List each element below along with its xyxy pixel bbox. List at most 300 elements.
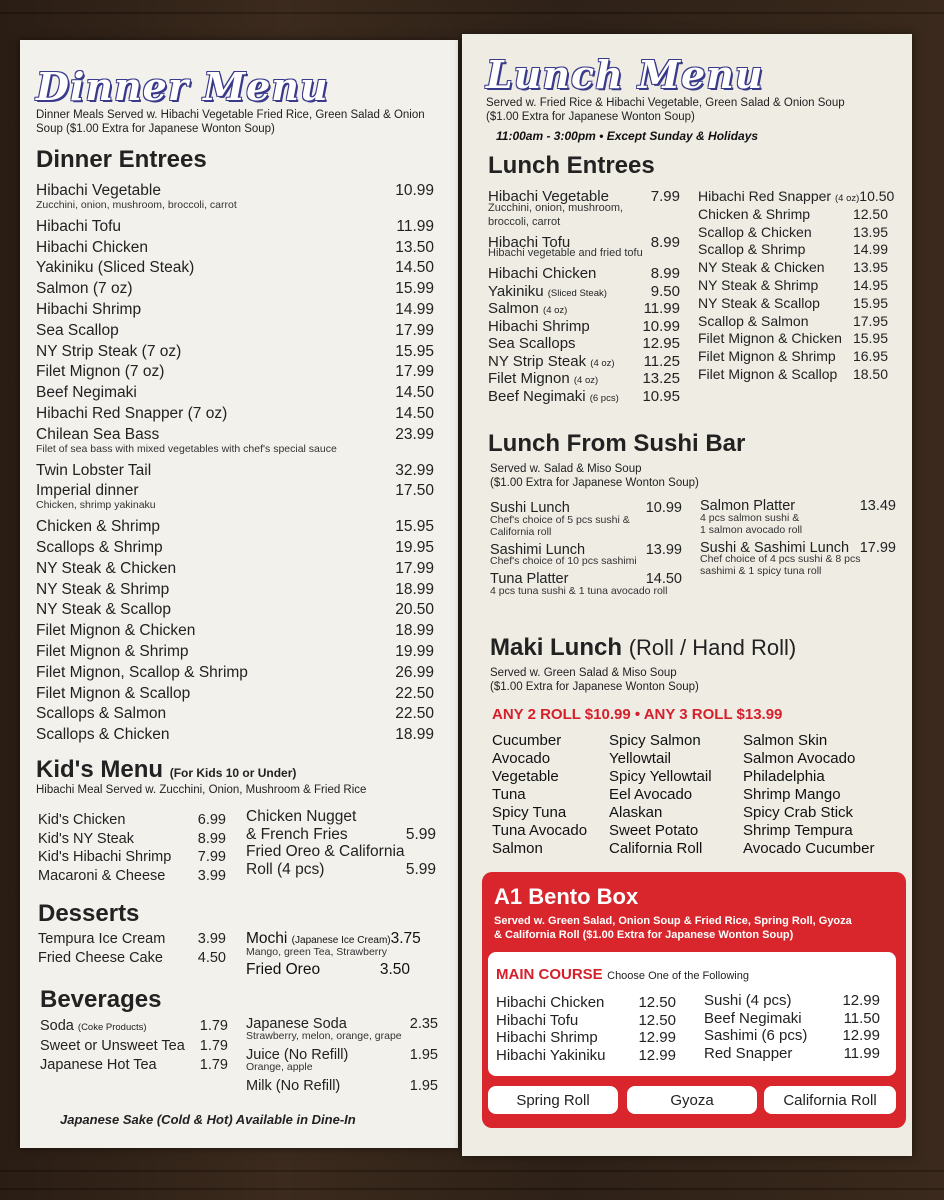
bento-item-row [496, 1029, 676, 1046]
bento-item-price: 12.99 [638, 1046, 676, 1064]
maki-roll-item: Philadelphia [743, 768, 825, 785]
lunch-entree-row [488, 388, 680, 405]
lunch-entree-label: Hibachi Chicken [488, 265, 597, 282]
bento-item-row [704, 992, 880, 1009]
dinner-entree-label: Filet Mignon & Shrimp [36, 643, 189, 660]
lunch-entree-name [488, 318, 590, 335]
kids-item-row [246, 808, 436, 826]
mochi-price: 3.75 [390, 930, 421, 947]
kids-item-label: Kid's NY Steak [38, 830, 134, 847]
bento-item-row [496, 1012, 676, 1029]
bento-item-name [496, 1012, 578, 1029]
dessert-item-row [38, 950, 226, 966]
sushi-item-desc: Chef choice of 4 pcs sushi & 8 pcs [700, 553, 861, 565]
dinner-entree-price: 14.50 [395, 384, 434, 402]
bento-note-2: & California Roll ($1.00 Extra for Japanese Wonton Soup) [494, 929, 794, 941]
dinner-entree-label: Beef Negimaki [36, 384, 137, 402]
dinner-entrees-heading: Dinner Entrees [36, 146, 207, 173]
dinner-entree-label: NY Strip Steak (7 oz) [36, 342, 182, 360]
dinner-entree-name [36, 539, 163, 557]
beverage-item-name [246, 1078, 340, 1094]
dinner-entree-row [36, 384, 434, 402]
lunch-entree-label: Salmon [488, 300, 539, 317]
lunch-entree-desc: Hibachi vegetable and fried tofu [488, 247, 643, 259]
sushi-note-1: Served w. Salad & Miso Soup [490, 463, 642, 475]
lunch-entree-label: Scallop & Salmon [698, 312, 809, 329]
maki-roll-item: Sweet Potato [609, 822, 699, 839]
beverage-item-name [40, 1038, 185, 1054]
lunch-entree-row [698, 348, 888, 364]
beverage-item-label: Japanese Soda [246, 1016, 347, 1032]
sake-note: Japanese Sake (Cold & Hot) Available in Dine-In [60, 1112, 356, 1127]
beverage-item-price: 1.95 [409, 1047, 438, 1063]
lunch-entree-price: 10.50 [859, 188, 895, 204]
lunch-entree-name [488, 300, 567, 317]
dinner-entree-label: Filet Mignon (7 oz) [36, 363, 165, 381]
dinner-entree-price: 18.99 [395, 622, 434, 640]
dinner-entree-price: 18.99 [395, 580, 434, 598]
dinner-entree-name [36, 363, 164, 381]
lunch-entree-price: 14.95 [852, 277, 888, 293]
sushi-item-desc: 1 salmon avocado roll [700, 523, 803, 536]
main-course-label: MAIN COURSE [496, 966, 603, 983]
bento-item-price: 12.99 [842, 1027, 880, 1044]
bento-item-name [704, 992, 792, 1009]
dinner-entree-desc: Filet of sea bass with mixed vegetables with chef's special sauce [36, 442, 337, 455]
dinner-entree-price: 18.99 [395, 726, 434, 744]
lunch-entree-label: Filet Mignon & Scallop [698, 366, 838, 382]
dinner-entree-name [36, 622, 195, 640]
sushi-item-label: Salmon Platter [700, 498, 796, 514]
lunch-entree-price: 12.95 [642, 335, 680, 352]
dinner-entree-row [36, 322, 434, 340]
kids-item-name [38, 831, 134, 847]
lunch-entree-sub: (4 oz) [543, 305, 568, 316]
bento-item-label: Beef Negimaki [704, 1009, 802, 1027]
bento-item-name [496, 994, 604, 1011]
beverages-heading: Beverages [40, 986, 162, 1013]
lunch-entree-name [698, 295, 820, 311]
lunch-entree-name [698, 188, 859, 204]
mochi-desc: Mango, green Tea, Strawberry [246, 946, 388, 958]
dinner-entree-name [36, 239, 148, 257]
beverage-item-name [40, 1057, 157, 1073]
lunch-entree-desc: broccoli, carrot [488, 215, 561, 228]
dinner-entree-label: Hibachi Shrimp [36, 301, 142, 318]
maki-note-1: Served w. Green Salad & Miso Soup [490, 667, 677, 679]
beverage-item-desc: Orange, apple [246, 1061, 313, 1073]
dinner-entree-price: 14.99 [395, 301, 434, 318]
bento-item-label: Hibachi Tofu [496, 1011, 579, 1029]
lunch-entree-label: NY Steak & Chicken [698, 259, 825, 276]
dinner-menu-page [20, 40, 458, 1148]
fried-oreo-row [246, 961, 410, 979]
lunch-entree-row [698, 295, 888, 311]
bento-item-label: Red Snapper [704, 1044, 793, 1062]
lunch-entree-row [698, 241, 888, 257]
lunch-entree-row [488, 265, 680, 282]
dinner-entree-label: Twin Lobster Tail [36, 461, 152, 479]
kids-item-price: 3.99 [197, 867, 226, 884]
lunch-entree-name [698, 224, 812, 240]
bento-box-panel [482, 872, 906, 1128]
lunch-entree-label: Hibachi Tofu [488, 233, 571, 251]
lunch-entree-name [488, 388, 619, 405]
dinner-entree-name [36, 259, 194, 277]
bento-item-label: Sushi (4 pcs) [704, 992, 792, 1009]
lunch-entree-label: Hibachi Vegetable [488, 188, 609, 205]
dinner-entree-row [36, 539, 434, 557]
bento-item-name [496, 1047, 606, 1064]
lunch-entree-price: 9.50 [650, 282, 680, 300]
lunch-entrees-heading: Lunch Entrees [488, 152, 655, 179]
dinner-entree-price: 17.99 [395, 363, 434, 381]
sushi-item-label: Sushi & Sashimi Lunch [700, 539, 850, 556]
maki-roll-item: Tuna [492, 786, 526, 803]
bento-item-row [704, 1027, 880, 1044]
lunch-entree-price: 14.99 [852, 241, 888, 258]
lunch-entree-price: 8.99 [650, 265, 680, 282]
dinner-entree-row [36, 482, 434, 500]
dinner-entree-price: 23.99 [395, 425, 434, 443]
lunch-entree-row [698, 259, 888, 275]
beverage-item-price: 1.95 [409, 1078, 438, 1094]
lunch-entree-label: Chicken & Shrimp [698, 205, 811, 222]
bento-item-label: Hibachi Chicken [496, 994, 605, 1011]
dinner-entree-row [36, 363, 434, 381]
lunch-entree-label: Filet Mignon & Chicken [698, 330, 842, 347]
kids-menu-title: Kid's Menu [36, 756, 164, 783]
bento-item-price: 11.99 [843, 1044, 880, 1062]
dinner-entree-label: Filet Mignon & Chicken [36, 622, 196, 640]
kids-item-label: Fried Oreo & California [246, 843, 405, 860]
dinner-entree-name [36, 426, 159, 444]
dinner-entree-row [36, 301, 434, 319]
bento-item-label: Hibachi Yakiniku [496, 1046, 606, 1064]
bento-item-name [496, 1029, 598, 1046]
lunch-entree-price: 18.50 [852, 366, 888, 382]
dinner-entree-name [36, 405, 227, 423]
lunch-entree-label: Hibachi Red Snapper [698, 188, 832, 204]
lunch-entree-row [698, 313, 888, 329]
kids-item-name [246, 826, 348, 844]
lunch-entree-price: 11.25 [643, 352, 680, 370]
bento-title: A1 Bento Box [494, 884, 639, 909]
bento-item-row [496, 1047, 676, 1064]
dinner-entree-row [36, 518, 434, 536]
dinner-entree-row [36, 705, 434, 723]
dessert-item-label: Fried Cheese Cake [38, 949, 163, 966]
dinner-entree-price: 10.99 [395, 182, 434, 199]
kids-menu-sub: (For Kids 10 or Under) [169, 766, 297, 780]
kids-item-row [246, 826, 436, 844]
maki-roll-item: Avocado Cucumber [743, 840, 875, 857]
lunch-menu-title: Lunch Menu [486, 52, 764, 97]
dinner-entree-price: 22.50 [395, 684, 434, 702]
lunch-entree-price: 10.95 [642, 387, 680, 405]
sushi-item-desc: 4 pcs salmon sushi & [700, 511, 800, 524]
dinner-entree-price: 14.50 [395, 259, 434, 277]
lunch-entree-name [698, 206, 810, 222]
maki-roll-item: California Roll [609, 840, 703, 857]
bento-side-0: Spring Roll [488, 1086, 618, 1114]
dinner-entree-price: 14.50 [395, 405, 434, 422]
dinner-entree-price: 15.95 [395, 342, 434, 360]
lunch-entree-name [488, 335, 576, 352]
dinner-entree-label: Chilean Sea Bass [36, 425, 160, 443]
lunch-entree-price: 13.95 [852, 223, 888, 240]
lunch-entree-name [698, 330, 842, 346]
kids-item-label: Kid's Chicken [38, 812, 126, 828]
dinner-entree-row [36, 560, 434, 578]
lunch-entree-row [698, 224, 888, 240]
lunch-entree-price: 10.99 [642, 317, 680, 335]
dinner-entree-label: Hibachi Vegetable [36, 182, 161, 199]
dinner-entree-label: NY Steak & Scallop [36, 601, 171, 619]
beverage-item-label: Juice (No Refill) [246, 1047, 349, 1063]
kids-item-label: Macaroni & Cheese [38, 867, 166, 884]
dinner-entree-label: Hibachi Chicken [36, 238, 148, 256]
dinner-entree-name [36, 218, 121, 236]
lunch-entree-row [698, 277, 888, 293]
maki-roll-item: Shrimp Mango [743, 786, 841, 803]
sushi-item-desc: 4 pcs tuna sushi & 1 tuna avocado roll [490, 584, 668, 597]
lunch-entree-desc: Zucchini, onion, mushroom, [488, 201, 624, 214]
dinner-entree-row [36, 462, 434, 480]
beverage-item-row [40, 1057, 228, 1073]
bento-item-price: 12.99 [842, 992, 880, 1009]
dinner-entree-label: NY Steak & Shrimp [36, 580, 170, 598]
maki-roll-item: Shrimp Tempura [743, 822, 853, 839]
beverage-item-row [40, 1018, 228, 1034]
beverage-item-price: 1.79 [199, 1018, 228, 1034]
lunch-entree-name [488, 370, 598, 387]
lunch-entree-label: Yakiniku [488, 282, 544, 300]
lunch-entree-row [488, 318, 680, 335]
sushi-item-desc: Chef's choice of 5 pcs sushi & [490, 513, 630, 526]
dinner-entree-name [36, 643, 188, 661]
kids-item-label: Kid's Hibachi Shrimp [38, 849, 172, 865]
dinner-entree-row [36, 726, 434, 744]
dinner-entree-row [36, 259, 434, 277]
lunch-entree-price: 17.95 [852, 312, 888, 329]
maki-title-sub: (Roll / Hand Roll) [628, 635, 797, 660]
lunch-entree-label: Hibachi Shrimp [488, 317, 590, 335]
dinner-menu-title: Dinner Menu [36, 64, 329, 109]
lunch-entree-label: Filet Mignon [488, 370, 570, 387]
lunch-entree-label: NY Strip Steak [488, 352, 587, 370]
dinner-entree-price: 32.99 [395, 461, 434, 479]
dinner-entree-label: Filet Mignon & Scallop [36, 684, 191, 702]
desserts-heading: Desserts [38, 900, 140, 927]
sushi-item-price: 13.99 [645, 541, 682, 558]
maki-roll-item: Salmon Avocado [743, 750, 856, 767]
kids-item-row [38, 849, 226, 865]
dinner-entree-label: Chicken & Shrimp [36, 518, 161, 536]
kids-item-price: 7.99 [197, 849, 226, 865]
kids-item-price: 5.99 [405, 860, 436, 878]
dinner-entree-row [36, 664, 434, 682]
kids-item-name [38, 812, 125, 828]
maki-deal: ANY 2 ROLL $10.99 • ANY 3 ROLL $13.99 [492, 706, 783, 723]
lunch-note-1: Served w. Fried Rice & Hibachi Vegetable, Green Salad & Onion Soup [486, 97, 845, 109]
dinner-entree-name [36, 482, 139, 500]
lunch-entree-label: Scallop & Shrimp [698, 241, 806, 258]
dinner-entree-label: Yakiniku (Sliced Steak) [36, 259, 195, 277]
maki-roll-item: Tuna Avocado [492, 822, 588, 839]
bento-item-name [704, 1010, 802, 1027]
sushi-item-desc: California roll [490, 525, 552, 538]
lunch-entree-name [698, 313, 809, 329]
sushi-bar-heading: Lunch From Sushi Bar [488, 430, 746, 457]
dinner-entree-label: Sea Scallop [36, 321, 119, 339]
dinner-entree-price: 19.95 [395, 539, 434, 556]
kids-item-row [38, 831, 226, 847]
dinner-entree-label: Salmon (7 oz) [36, 280, 133, 298]
bento-item-price: 11.50 [843, 1009, 880, 1027]
fried-oreo-price: 3.50 [379, 961, 410, 978]
beverage-item-desc: Strawberry, melon, orange, grape [246, 1030, 402, 1042]
maki-roll-item: Spicy Salmon [609, 732, 701, 749]
bento-note-1: Served w. Green Salad, Onion Soup & Fried Rice, Spring Roll, Gyoza [494, 915, 852, 927]
fried-oreo-name: Fried Oreo [246, 961, 321, 978]
lunch-entree-sub: (Sliced Steak) [547, 287, 607, 299]
lunch-entree-label: Scallop & Chicken [698, 223, 812, 240]
dinner-entree-price: 15.95 [395, 518, 434, 536]
dinner-entree-label: NY Steak & Chicken [36, 559, 177, 577]
dinner-entree-name [36, 301, 141, 319]
maki-title: Maki Lunch [490, 634, 623, 661]
kids-item-row [38, 812, 226, 828]
dinner-entree-desc: Chicken, shrimp yakinaku [36, 499, 156, 512]
kids-item-name [38, 868, 165, 884]
lunch-entree-row [698, 206, 888, 222]
lunch-entree-row [488, 335, 680, 352]
main-course-heading [496, 966, 749, 984]
lunch-entree-row [488, 283, 680, 300]
lunch-entree-price: 16.95 [852, 348, 888, 365]
mochi-sub: (Japanese Ice Cream) [291, 935, 391, 946]
kids-item-name [246, 808, 356, 826]
mochi-label: Mochi [246, 930, 288, 947]
kids-item-name [38, 849, 171, 865]
beverage-item-label: Milk (No Refill) [246, 1078, 341, 1094]
lunch-entree-row [488, 353, 680, 370]
bento-side-1: Gyoza [627, 1086, 757, 1114]
lunch-entree-sub: (4 oz) [834, 193, 860, 204]
dinner-entree-row [36, 182, 434, 200]
dinner-entree-desc: Zucchini, onion, mushroom, broccoli, carrot [36, 198, 237, 211]
dinner-entree-label: Filet Mignon, Scallop & Shrimp [36, 663, 248, 681]
sushi-item-price: 13.49 [859, 498, 896, 514]
bento-item-label: Hibachi Shrimp [496, 1029, 598, 1046]
bento-side-2: California Roll [764, 1086, 896, 1114]
dinner-entree-name [36, 560, 176, 578]
kids-item-row [246, 843, 436, 861]
maki-roll-item: Yellowtail [609, 750, 671, 767]
dinner-entree-price: 26.99 [395, 663, 434, 681]
lunch-entree-row [698, 188, 895, 204]
lunch-entree-label: Filet Mignon & Shrimp [698, 348, 836, 365]
lunch-entree-name [488, 353, 615, 370]
dessert-item-label: Tempura Ice Cream [38, 931, 166, 947]
lunch-entree-row [698, 366, 888, 382]
dinner-entree-name [36, 685, 190, 703]
dinner-entree-row [36, 280, 434, 298]
dinner-entree-name [36, 280, 132, 298]
maki-roll-item: Spicy Crab Stick [743, 804, 854, 821]
beverage-item-row [246, 1078, 438, 1094]
beverage-item-label: Soda [40, 1018, 74, 1034]
lunch-entree-sub: (4 oz) [573, 375, 599, 386]
dinner-entree-price: 17.50 [395, 482, 434, 500]
beverage-item-price: 1.79 [199, 1057, 228, 1073]
kids-item-price: 8.99 [197, 830, 226, 847]
lunch-entree-sub: (4 oz) [590, 357, 615, 369]
maki-heading [490, 634, 796, 662]
bento-item-name [704, 1027, 807, 1044]
dinner-entree-name [36, 182, 161, 200]
lunch-entree-price: 15.95 [852, 330, 888, 347]
lunch-entree-name [698, 259, 825, 275]
main-course-sub: Choose One of the Following [607, 970, 749, 982]
lunch-entree-label: NY Steak & Scallop [698, 294, 820, 311]
lunch-entree-label: Beef Negimaki [488, 387, 586, 405]
dessert-item-name [38, 931, 165, 947]
dinner-entree-label: Scallops & Chicken [36, 726, 170, 744]
bento-item-row [496, 994, 676, 1011]
sushi-item-price: 14.50 [645, 571, 682, 587]
lunch-entree-price: 12.50 [852, 205, 888, 222]
dinner-entree-row [36, 685, 434, 703]
kids-item-label: & French Fries [246, 825, 348, 843]
dinner-entree-label: Scallops & Shrimp [36, 539, 163, 556]
lunch-entree-price: 7.99 [650, 188, 680, 205]
dinner-entree-row [36, 343, 434, 361]
kids-item-price: 6.99 [197, 812, 226, 828]
dinner-entree-row [36, 581, 434, 599]
dinner-entree-price: 17.99 [395, 321, 434, 339]
lunch-entree-name [698, 366, 837, 382]
sushi-item-desc: Chef's choice of 10 pcs sashimi [490, 555, 637, 567]
sushi-item-label: Sashimi Lunch [490, 541, 586, 558]
lunch-entree-label: NY Steak & Shrimp [698, 277, 819, 293]
dessert-item-price: 3.99 [197, 931, 226, 947]
lunch-entree-sub: (6 pcs) [589, 392, 619, 404]
beverage-item-name [40, 1018, 147, 1034]
kids-item-name [246, 861, 324, 879]
maki-roll-item: Spicy Yellowtail [609, 768, 712, 785]
dinner-entree-label: Hibachi Red Snapper (7 oz) [36, 405, 228, 422]
maki-roll-item: Vegetable [492, 768, 559, 785]
dinner-entree-row [36, 426, 434, 444]
beverage-item-sub: (Coke Products) [77, 1022, 147, 1033]
bento-item-price: 12.50 [638, 994, 676, 1011]
kids-item-label: Roll (4 pcs) [246, 860, 325, 878]
lunch-hours: 11:00am - 3:00pm • Except Sunday & Holidays [496, 129, 759, 143]
dinner-entree-row [36, 405, 434, 423]
beverage-item-label: Japanese Hot Tea [40, 1057, 157, 1073]
dinner-entree-name [36, 664, 248, 682]
bento-item-row [704, 1010, 880, 1027]
lunch-entree-price: 8.99 [650, 233, 680, 251]
dinner-entree-price: 11.99 [396, 217, 434, 235]
lunch-entree-price: 11.99 [643, 300, 680, 317]
lunch-entree-name [488, 283, 607, 300]
lunch-note-2: ($1.00 Extra for Japanese Wonton Soup) [486, 111, 695, 123]
dinner-entree-price: 17.99 [395, 559, 434, 577]
lunch-entree-name [698, 241, 805, 257]
